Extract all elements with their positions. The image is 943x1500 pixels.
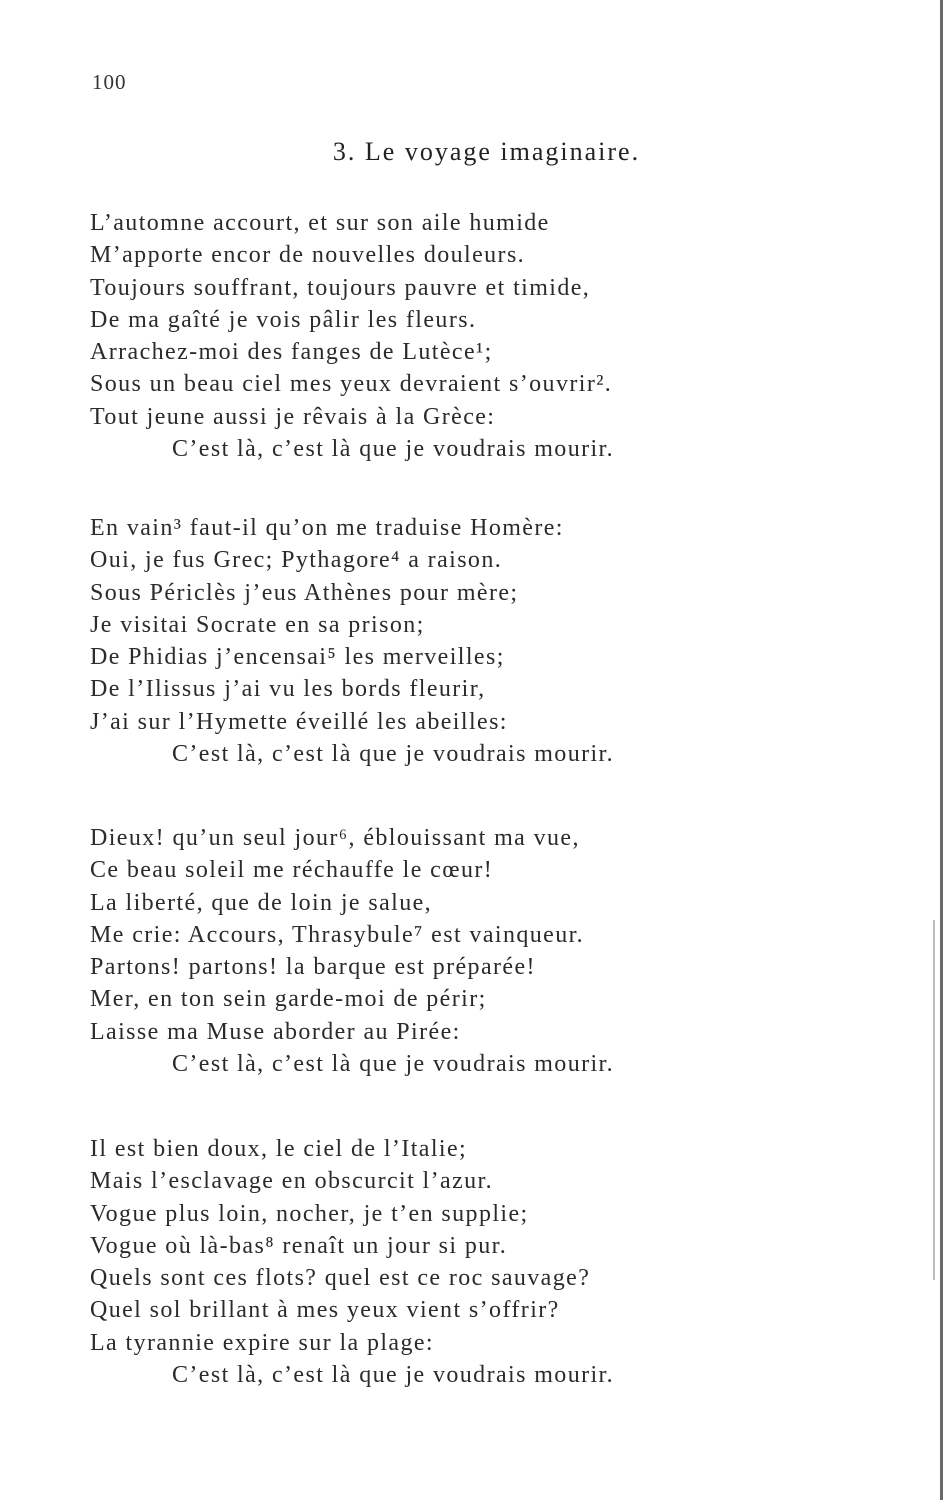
verse-line: Toujours souffrant, toujours pauvre et timide, — [90, 274, 591, 301]
stanza-4 — [90, 1133, 690, 1391]
verse-line: L’automne accourt, et sur son aile humide — [90, 210, 550, 236]
verse-line: J’ai sur l’Hymette éveillé les abeilles: — [90, 708, 508, 735]
verse-line: De l’Ilissus j’ai vu les bords fleurir, — [90, 676, 486, 703]
stanza-2 — [90, 512, 690, 770]
verse-line: En vain³ faut-il qu’on me traduise Homère: — [90, 515, 564, 541]
verse-line: Vogue où là-bas⁸ renaît un jour si pur. — [90, 1232, 508, 1259]
verse-line: Quels sont ces flots? quel est ce roc sauvage? — [90, 1265, 591, 1292]
verse-line: Vogue plus loin, nocher, je t’en supplie; — [90, 1200, 529, 1227]
verse-line: Tout jeune aussi je rêvais à la Grèce: — [90, 403, 496, 430]
refrain-line: C’est là, c’est là que je voudrais mourir. — [172, 1362, 615, 1389]
verse-line: Dieux! qu’un seul jour⁶, éblouissant ma vue, — [90, 825, 580, 851]
verse-line: Partons! partons! la barque est préparée! — [90, 954, 536, 981]
verse-line: De Phidias j’encensai⁵ les merveilles; — [90, 644, 505, 671]
verse-line: Je visitai Socrate en sa prison; — [90, 611, 425, 638]
verse-line: Il est bien doux, le ciel de l’Italie; — [90, 1136, 468, 1162]
stanza-1 — [90, 207, 690, 465]
poem-title: 3. Le voyage imaginaire. — [332, 137, 641, 166]
stanza-3 — [90, 822, 690, 1080]
refrain-line: C’est là, c’est là que je voudrais mourir. — [172, 741, 615, 768]
verse-line: Arrachez-moi des fanges de Lutèce¹; — [90, 339, 493, 366]
verse-line: Oui, je fus Grec; Pythagore⁴ a raison. — [90, 547, 503, 574]
page-edge-shadow — [933, 920, 935, 1280]
verse-line: Me crie: Accours, Thrasybule⁷ est vainqueur. — [90, 921, 585, 948]
verse-line: La tyrannie expire sur la plage: — [90, 1329, 435, 1356]
verse-line: La liberté, que de loin je salue, — [90, 889, 433, 916]
verse-line: Sous un beau ciel mes yeux devraient s’ouvrir². — [90, 371, 613, 398]
verse-line: Laisse ma Muse aborder au Pirée: — [90, 1018, 461, 1045]
page-number: 100 — [92, 70, 127, 94]
verse-line: Quel sol brillant à mes yeux vient s’offrir? — [90, 1297, 560, 1324]
refrain-line: C’est là, c’est là que je voudrais mourir. — [172, 436, 615, 463]
refrain-line: C’est là, c’est là que je voudrais mourir. — [172, 1051, 615, 1078]
verse-line: Mais l’esclavage en obscurcit l’azur. — [90, 1168, 493, 1195]
verse-line: Mer, en ton sein garde-moi de périr; — [90, 986, 487, 1013]
verse-line: M’apporte encor de nouvelles douleurs. — [90, 242, 526, 269]
verse-line: Sous Périclès j’eus Athènes pour mère; — [90, 579, 519, 606]
verse-line: Ce beau soleil me réchauffe le cœur! — [90, 857, 494, 884]
verse-line: De ma gaîté je vois pâlir les fleurs. — [90, 306, 477, 333]
